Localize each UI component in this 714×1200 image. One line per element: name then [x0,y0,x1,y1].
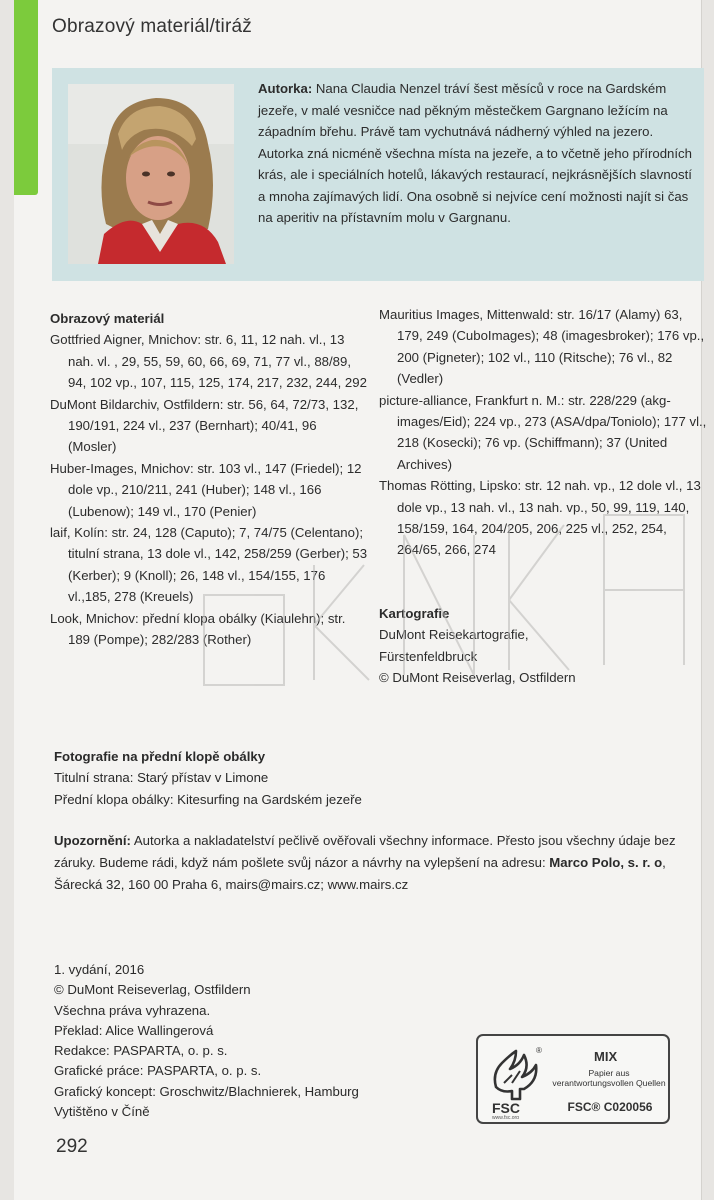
fsc-code: FSC® C020056 [567,1100,653,1114]
imprint-line: 1. vydání, 2016 [54,962,145,977]
credits-heading: Obrazový materiál [50,311,165,326]
book-page [14,0,707,1200]
page-number: 292 [56,1136,88,1157]
fsc-certification-box [476,1034,670,1124]
fsc-registered-mark: ® [536,1046,542,1055]
author-label: Autorka: [258,81,313,96]
sticky-note [14,0,38,195]
page-title: Obrazový materiál/tiráž [52,16,252,37]
imprint-line: Překlad: Alice Wallingerová [54,1022,214,1038]
credits-left-column [50,308,368,651]
publisher-address: , Šárecká 32, 160 00 Praha 6, mairs@mairs.cz; www.mairs.cz [54,855,666,892]
imprint-line: © DuMont Reiseverlag, Ostfildern [54,982,251,998]
front-cover-line: Přední klopa obálky: Kitesurfing na Gardském jezeře [54,791,362,807]
credit-entry: Mauritius Images, Mittenwald: str. 16/17 (Alamy) 63, 179, 249 (CuboImages); 48 (imagesbroker); 176 vp., 200 (Pigneter); 102 vl., 110 (Ritsche); 76 vl., 82 (Vedler) [379,307,705,387]
imprint-line: Redakce: PASPARTA, o. p. s. [54,1043,228,1059]
credit-entry: Huber-Images, Mnichov: str. 103 vl., 147 (Friedel); 12 dole vp., 210/211, 241 (Huber); 148 vl., 166 (Lubenow); 149 vl., 170 (Penier) [50,460,362,519]
cartography-section [379,603,709,689]
publisher-name: Marco Polo, s. r. o [549,855,663,870]
credit-entry: DuMont Bildarchiv, Ostfildern: str. 56, 64, 72/73, 132, 190/191, 224 vl., 237 (Bernhart); 40/41, 96 (Mosler) [50,396,359,455]
credits-right-column [379,304,709,689]
author-portrait-image [68,84,234,264]
author-bio-text: Nana Claudia Nenzel tráví šest měsíců v roce na Gardském jezeře, v malé vesničce nad pěkným městečkem Gargnano ležícím na západním břehu. Právě tam vychutnává nádherný výhled na jezero. Autorka zná nicméně všechna místa na jezeře, a to včetně jeho přírodních krás, ale i speciálních hotelů, lákavých restaurací, nejkrásnějších slavností a mnoha zajímavých lidí. Ona osobně si nejvíce cení možnosti najít si čas na aperitiv na přístavním molu v Gargnanu. [258,81,692,225]
cartography-heading: Kartografie [379,605,450,621]
imprint-line: Grafický koncept: Groschwitz/Blachnierek, Hamburg [54,1083,359,1099]
notice-label: Upozornění: [54,833,131,848]
fsc-logo-text: FSC [492,1100,520,1116]
imprint-line: Všechna práva vyhrazena. [54,1002,211,1018]
author-bio [258,78,694,229]
fsc-mix-label: MIX [594,1049,618,1064]
credit-entry: Thomas Rötting, Lipsko: str. 12 nah. vp., 12 dole vl., 13 dole vp., 13 nah. vl., 13 nah. vp., 50, 99, 119, 140, 158/159, 164, 204/205, 206, 225 vl., 252, 254, 264/65, 266, 274 [379,478,701,558]
cartography-line: DuMont Reisekartografie, [379,627,529,643]
credit-entry: picture-alliance, Frankfurt n. M.: str. 228/229 (akg-images/Eid); 224 vp., 273 (ASA/dpa/Toniolo); 177 vl., 218 (Kosecki); 76 vp. (Schiffmann); 37 (United Archives) [379,392,707,472]
imprint-line: Grafické práce: PASPARTA, o. p. s. [54,1063,262,1079]
cartography-line: Fürstenfeldbruck [379,648,478,664]
credit-entry: laif, Kolín: str. 24, 128 (Caputo); 7, 74/75 (Celentano); titulní strana, 13 dole vl., 142, 258/259 (Gerber); 53 (Kerber); 9 (Knoll); 26, 148 vl., 154/155, 176 vl.,185, 278 (Kreuels) [50,525,368,605]
fsc-logo-icon [486,1043,544,1119]
imprint-section [54,960,454,1122]
front-cover-line: Titulní strana: Starý přístav v Limone [54,770,269,786]
author-box [52,68,704,281]
front-cover-section [54,746,694,810]
cartography-line: © DuMont Reiseverlag, Ostfildern [379,670,576,686]
credit-entry: Look, Mnichov: přední klopa obálky (Kiaulehn); str. 189 (Pompe); 282/283 (Rother) [50,610,346,648]
imprint-line: Vytištěno v Číně [54,1104,150,1120]
notice-text: Autorka a nakladatelství pečlivě ověřovali všechny informace. Přesto jsou všechny údaje bez záruky. Budeme rádi, když nám pošlete svůj názor a návrhy na vylepšení na adresu: [54,833,676,870]
fsc-logo-url: www.fsc.org [492,1115,519,1119]
credit-entry: Gottfried Aigner, Mnichov: str. 6, 11, 12 nah. vl., 13 nah. vl. , 29, 55, 59, 60, 66, 69, 71, 77 vl., 88/89, 94, 102 vp., 107, 115, 125, 174, 217, 232, 244, 292 [50,332,367,391]
fsc-source-text: Papier aus verantwortungsvollen Quellen [552,1068,666,1088]
author-photo [68,84,234,264]
notice-paragraph [54,830,694,896]
front-cover-heading: Fotografie na přední klopě obálky [54,749,266,764]
